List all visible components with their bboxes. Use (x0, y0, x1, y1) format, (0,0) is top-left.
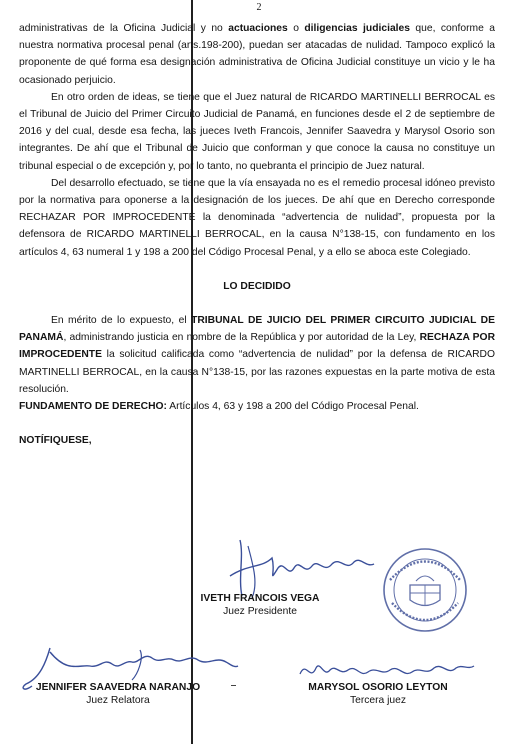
paragraph-3: Del desarrollo efectuado, se tiene que la vía ensayada no es el remedio procesal idóneo previsto por la normativa para oponerse a la designación de los jueces. De ahí que en Derecho corresponde RECHAZAR POR IMPROCEDENTE la denominada “advertencia de nulidad”, propuesta por la defensora de RICARDO MARTINELLI BERROCAL, en la causa N°138-15, con fundamento en los artículos 4, 63 numeral 1 y 198 a 200 del Código Procesal Penal, y a ello se aboca este Colegiado. (19, 177, 495, 258)
page-number: 2 (256, 2, 262, 13)
signature-block-tercera: MARYSOL OSORIO LEYTON Tercera juez (308, 682, 448, 706)
fundamento-line: FUNDAMENTO DE DERECHO: Artículos 4, 63 y 198 a 200 del Código Procesal Penal. (19, 401, 419, 413)
court-seal-stamp (380, 545, 470, 635)
notifiquese: NOTÍFIQUESE, (19, 435, 92, 447)
signature-block-relatora: JENNIFER SAAVEDRA NARANJO Juez Relatora (35, 682, 201, 706)
paragraph-2: En otro orden de ideas, se tiene que el Juez natural de RICARDO MARTINELLI BERROCAL es el Tribunal de Juicio del Primer Circuito Judicial de Panamá, en funciones desde el 2 de septiembre de 2016 y del cual, desde esa fecha, las jueces Iveth Francois, Jennifer Saavedra y Marysol Osorio son integrantes. De ahí que el Tribunal de Juicio que conforman y que conoce la causa no constituye un tribunal especial o de excepción y, por lo tanto, no quebranta el principio de Juez natural. (19, 91, 495, 172)
section-heading: LO DECIDIDO (223, 280, 291, 292)
paragraph-resolution: En mérito de lo expuesto, el TRIBUNAL DE JUICIO DEL PRIMER CIRCUITO JUDICIAL DE PANAMÁ, administrando justicia en nombre de la República y por autoridad de la Ley, RECHAZA POR IMPROCEDENTE la solicitud calificada como “advertencia de nulidad” por la defensa de RICARDO MARTINELLI BERROCAL, en la causa N°138-15, por las razones expuestas en la parte motiva de esta resolución. (19, 315, 495, 395)
signature-block-presidente: IVETH FRANCOIS VEGA Juez Presidente (200, 593, 320, 617)
document-body (19, 20, 495, 449)
separator-dash (231, 685, 236, 686)
signature-presidente (228, 538, 378, 600)
paragraph-1: administrativas de la Oficina Judicial y no actuaciones o diligencias judiciales que, conforme a nuestra normativa procesal penal (arts.198-200), puedan ser atacadas de nulidad. Tampoco explicó la proponente de qué forma esa designación administrativa de Oficina Judicial constituye un vicio y le ha ocasionado perjuicio. (19, 23, 496, 86)
